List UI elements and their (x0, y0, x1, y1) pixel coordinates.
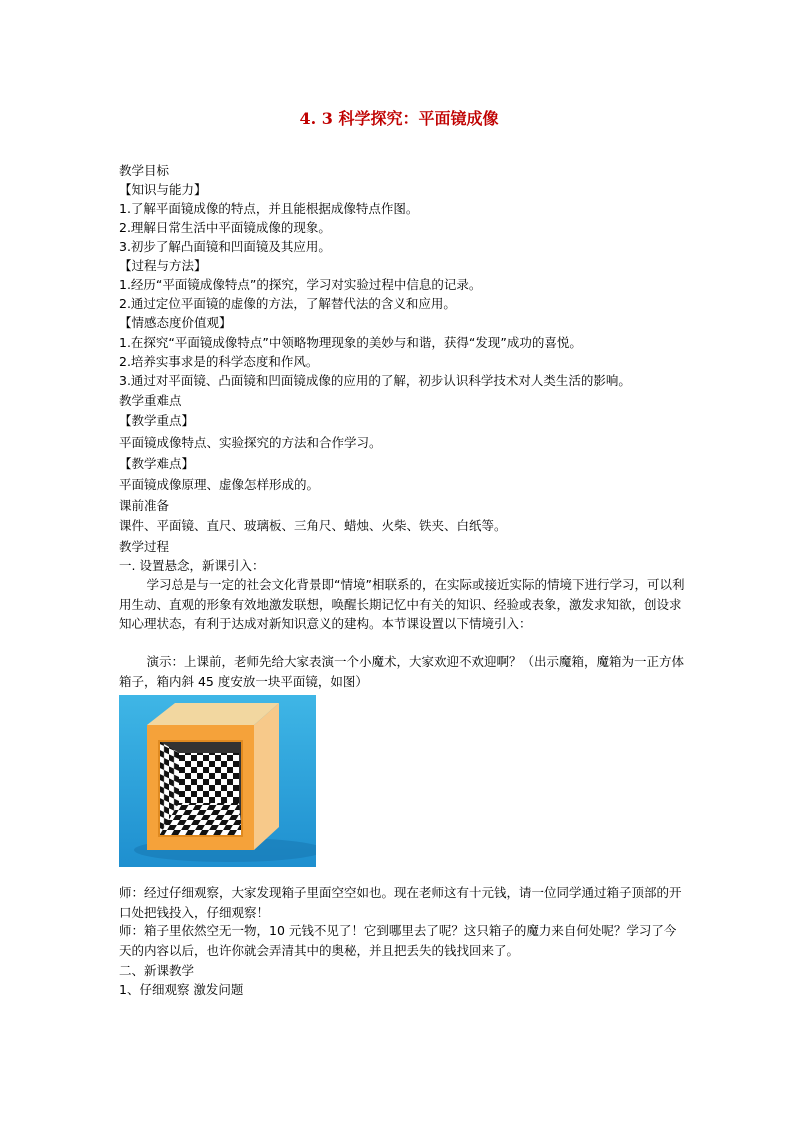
process-item-2: 2.通过定位平面镜的虚像的方法，了解替代法的含义和应用。 (119, 296, 456, 311)
attitude-item-2: 2.培养实事求是的科学态度和作风。 (119, 354, 319, 369)
heading-process-method: 【过程与方法】 (119, 258, 207, 273)
teacher-remark-2: 师：箱子里依然空无一物，10 元钱不见了！它到哪里去了呢？这只箱子的魔力来自何处呢？学习了今天的内容以后，也许你就会弄清其中的奥秘，并且把丢失的钱找回来了。 (119, 923, 677, 958)
knowledge-item-3: 3.初步了解凸面镜和凹面镜及其应用。 (119, 239, 331, 254)
preparation-text: 课件、平面镜、直尺、玻璃板、三角尺、蜡烛、火柴、铁夹、白纸等。 (119, 518, 507, 533)
step-2-item-1: 1、仔细观察 激发问题 (119, 982, 244, 997)
heading-key-points: 【教学重点】 (119, 413, 195, 428)
section-preparation: 课前准备 (119, 498, 170, 513)
heading-attitude-values: 【情感态度价值观】 (119, 315, 232, 330)
demo-paragraph: 演示：上课前，老师先给大家表演一个小魔术，大家欢迎不欢迎啊？（出示魔箱，魔箱为一正方体箱子，箱内斜 45 度安放一块平面镜，如图） (119, 654, 685, 689)
key-points-text: 平面镜成像特点、实验探究的方法和合作学习。 (119, 435, 382, 450)
process-item-1: 1.经历“平面镜成像特点”的探究，学习对实验过程中信息的记录。 (119, 277, 482, 292)
document-title: 4. 3 科学探究：平面镜成像 (299, 109, 499, 128)
knowledge-item-1: 1.了解平面镜成像的特点，并且能根据成像特点作图。 (119, 201, 419, 216)
knowledge-item-2: 2.理解日常生活中平面镜成像的现象。 (119, 220, 331, 235)
heading-knowledge-ability: 【知识与能力】 (119, 182, 207, 197)
section-teaching-process: 教学过程 (119, 539, 170, 554)
section-teaching-goals: 教学目标 (119, 163, 170, 178)
magic-box-image (119, 695, 316, 867)
teacher-remark-1: 师：经过仔细观察，大家发现箱子里面空空如也。现在老师这有十元钱，请一位同学通过箱子顶部的开口处把钱投入，仔细观察！ (119, 885, 682, 920)
intro-paragraph: 学习总是与一定的社会文化背景即“情境”相联系的，在实际或接近实际的情境下进行学习，可以利用生动、直观的形象有效地激发联想，唤醒长期记忆中有关的知识、经验或表象，激发求知欲，创设求知心理状态，有利于达成对新知识意义的建构。本节课设置以下情境引入： (119, 577, 685, 631)
section-key-difficult: 教学重难点 (119, 393, 182, 408)
attitude-item-3: 3.通过对平面镜、凸面镜和凹面镜成像的应用的了解，初步认识科学技术对人类生活的影响。 (119, 373, 631, 388)
heading-difficult-points: 【教学难点】 (119, 456, 195, 471)
difficult-points-text: 平面镜成像原理、虚像怎样形成的。 (119, 477, 320, 492)
attitude-item-1: 1.在探究“平面镜成像特点”中领略物理现象的美妙与和谐，获得“发现”成功的喜悦。 (119, 335, 582, 350)
step-1-heading: 一. 设置悬念，新课引入： (119, 558, 265, 573)
step-2-heading: 二、新课教学 (119, 963, 195, 978)
